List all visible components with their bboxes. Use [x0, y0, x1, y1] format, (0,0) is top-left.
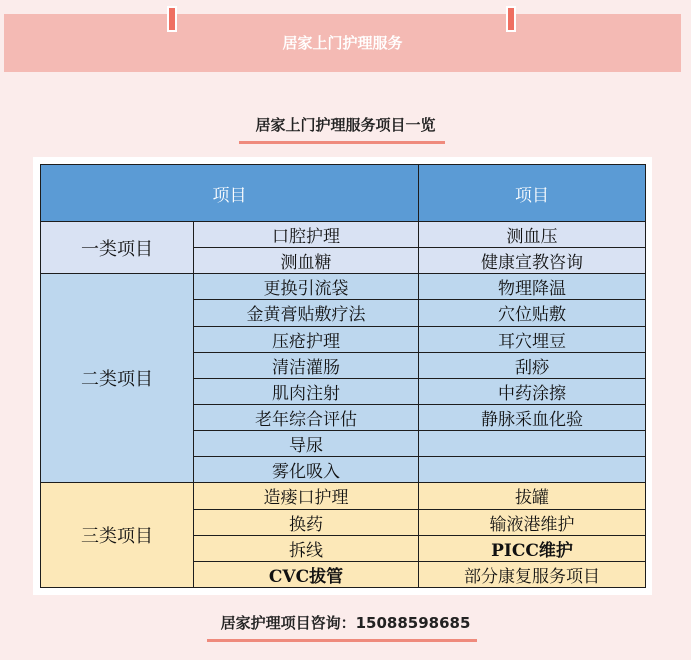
table-cell: 物理降温 — [419, 274, 646, 300]
table-cell: 穴位贴敷 — [419, 300, 646, 326]
header-title: 居家上门护理服务 — [282, 34, 403, 52]
table-cell: 老年综合评估 — [194, 404, 419, 430]
table-cell: 耳穴埋豆 — [419, 326, 646, 352]
table-cell: 造瘘口护理 — [194, 483, 419, 509]
table-cell: 测血糖 — [194, 248, 419, 274]
table-row — [41, 483, 646, 509]
table-cell: 肌肉注射 — [194, 378, 419, 404]
table-cell: 更换引流袋 — [194, 274, 419, 300]
section-title-underline — [239, 141, 445, 144]
consult-phone-text: 居家护理项目咨询：15088598685 — [220, 614, 471, 632]
table-cell — [419, 457, 646, 483]
table-cell: 测血压 — [419, 222, 646, 248]
table-cell: 金黄膏贴敷疗法 — [194, 300, 419, 326]
category-cell: 三类项目 — [41, 483, 194, 588]
section-title: 居家上门护理服务项目一览 — [255, 116, 436, 134]
table-cell: 压疮护理 — [194, 326, 419, 352]
table-cell: 换药 — [194, 509, 419, 535]
table-cell: 静脉采血化验 — [419, 404, 646, 430]
table-cell: 输液港维护 — [419, 509, 646, 535]
table-row — [41, 222, 646, 248]
table-cell: 雾化吸入 — [194, 457, 419, 483]
table-header-item-2: 项目 — [419, 165, 646, 222]
table-cell — [419, 431, 646, 457]
table-header-item-1: 项目 — [41, 165, 419, 222]
table-cell: 健康宣教咨询 — [419, 248, 646, 274]
table-cell: 部分康复服务项目 — [419, 561, 646, 587]
service-table — [40, 164, 646, 588]
category-cell: 二类项目 — [41, 274, 194, 483]
table-cell: 导尿 — [194, 431, 419, 457]
table-cell: PICC维护 — [419, 535, 646, 561]
table-cell: 清洁灌肠 — [194, 352, 419, 378]
table-cell: 中药涂擦 — [419, 378, 646, 404]
table-cell: CVC拔管 — [194, 561, 419, 587]
table-cell: 拆线 — [194, 535, 419, 561]
category-cell: 一类项目 — [41, 222, 194, 274]
footer-underline — [207, 639, 477, 642]
table-cell: 口腔护理 — [194, 222, 419, 248]
table-row — [41, 274, 646, 300]
table-cell: 拔罐 — [419, 483, 646, 509]
table-cell: 刮痧 — [419, 352, 646, 378]
